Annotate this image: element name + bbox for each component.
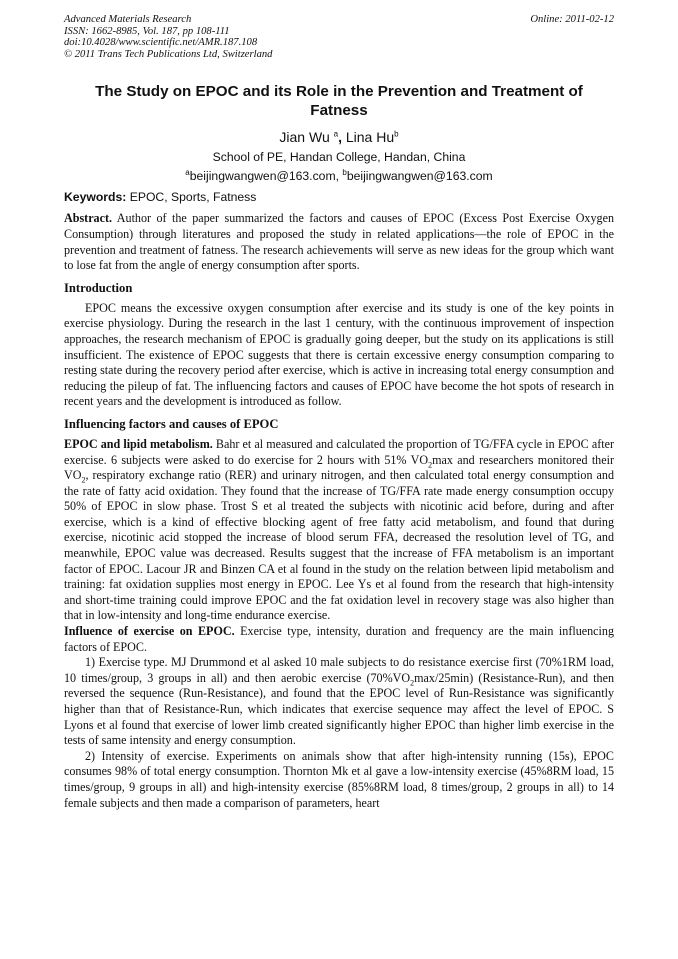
paragraph-text: max/25min) (Resistance-Run), and then reversed the sequence (Run-Resistance), and found that the EPOC level of Run-Resistance was significantly higher than that of Resistance-Run, which indicates that exercise sequence may affect the level of EPOC. S Lyons et al found that exercise of lower limb created significantly higher EPOC than higher limb exercise in the tests of same intensity and energy consumption. [64,670,615,748]
email-address: beijingwangwen@163.com [346,169,493,184]
author-name: Jian Wu [279,129,330,146]
subscript: 2 [81,475,86,485]
author-separator: , [338,129,342,146]
paragraph-text: Exercise type, intensity, duration and frequency are the main influencing factors of EPOC. [64,624,615,654]
paragraph-lead: Influence of exercise on EPOC. [64,624,235,639]
keywords [64,189,614,205]
exercise-intensity-paragraph: 2) Intensity of exercise. Experiments on animals show that after high-intensity running (15s), EPOC consumes 98% of total energy consumption. Thornton Mk et al gave a low-intensity exercise (45%8RM load, 15 times/group, 9 groups in all) and high-intensity exercise (85%8RM load, 8 times/group, 2 groups in all) to 14 female subjects and then made a comparison of parameters, heart [64,748,614,810]
keywords-label: Keywords: [64,190,127,205]
author-affiliation-mark: a [333,129,339,139]
paragraph-lead: EPOC and lipid metabolism. [64,436,213,451]
paragraph-text: Bahr et al measured and calculated the proportion of TG/FFA cycle in EPOC after exercise. 6 subjects were asked to do exercise for 2 hours with 51% VO [64,436,614,467]
author-affiliation-mark: b [394,129,399,139]
email-address: beijingwangwen@163.com, [189,169,343,184]
lipid-metabolism-paragraph [64,437,614,624]
paragraph-text: 1) Exercise type. MJ Drummond et al asked 10 male subjects to do resistance exercise first (70%1RM load, 10 times/group, 3 groups in all) and then aerobic exercise (70%VO [64,655,614,685]
online-date: Online: 2011-02-12 [530,14,614,25]
introduction-paragraph: EPOC means the excessive oxygen consumption after exercise and its study is one of the key points in exercise physiology. During the research in the last 1 century, with the continuous improvement of inspection approaches, the research mechanism of EPOC is gradually going deeper, but the study on its applications is still insufficient. The existence of EPOC suggests that there is certain excessive energy consumption comparing to resting state during the recovery period after exercise, which is active in increasing total energy consumption and reducing the pileup of fat. The influencing factors and causes of EPOC have become the hot spots of research in recent years and the development is introduced as follow. [64,300,614,409]
journal-name: Advanced Materials Research [64,14,192,25]
email-mark: b [342,168,347,178]
author-emails [64,168,614,184]
abstract [64,211,614,273]
copyright-line: © 2011 Trans Tech Publications Ltd, Switzerland [64,48,273,60]
paragraph-text: max and researchers monitored their VO [64,452,614,483]
doi-line: doi:10.4028/www.scientific.net/AMR.187.108 [64,37,258,49]
author-name: Lina Hu [345,129,395,146]
exercise-influence-paragraph [64,624,614,655]
paper-page [64,14,614,811]
keywords-text: EPOC, Sports, Fatness [126,190,257,205]
abstract-text: Author of the paper summarized the factors and causes of EPOC (Excess Post Exercise Oxygen Consumption) through literatures and proposed the study in related applications—the role of EPOC in the prevention and treatment of fatness. The research achievements will serve as new ideas for the group which want to lose fat from the angle of energy consumption after sports. [64,211,614,273]
issn-line: ISSN: 1662-8985, Vol. 187, pp 108-111 [64,25,230,37]
section-heading-introduction: Introduction [64,280,133,295]
paragraph-text: , respiratory exchange ratio (RER) and urinary nitrogen, and then calculated total energy consumption and the rate of fatty acid oxidation. They found that the increase of TG/FFA rate made energy consumption occupy 50% of EPOC in slow phase. Trost S et al treated the subjects with nicotinic acid before, during and after exercise, which is a kind of effective blocking agent of free fatty acid metabolism, and found that during exercise, nicotinic acid stopped the increase of blood serum FFA, decreased the resolution level of TG, and meanwhile, EPOC value was decreased. Results suggest that the increase of FFA metabolism is an important factor of EPOC. Lacour JR and Binzen CA et al found in the study on the relation between lipid metabolism and training: fat oxidation supplies most energy in EPOC. Lee Ys et al found from the research that high-intensity and short-time training could improve EPOC and the fat oxidation level in recovery stage was also higher than that in low-intensity and long-time endurance exercise. [64,468,614,623]
exercise-type-paragraph [64,655,614,749]
subscript: 2 [428,459,433,469]
abstract-label: Abstract. [64,211,113,226]
section-heading-factors: Influencing factors and causes of EPOC [64,416,279,431]
affiliation: School of PE, Handan College, Handan, China [212,150,466,165]
email-mark: a [185,168,190,178]
paper-title: The Study on EPOC and its Role in the Prevention and Treatment of Fatness [95,83,583,120]
author-list [64,128,614,146]
journal-header [64,14,614,60]
subscript: 2 [410,678,415,688]
